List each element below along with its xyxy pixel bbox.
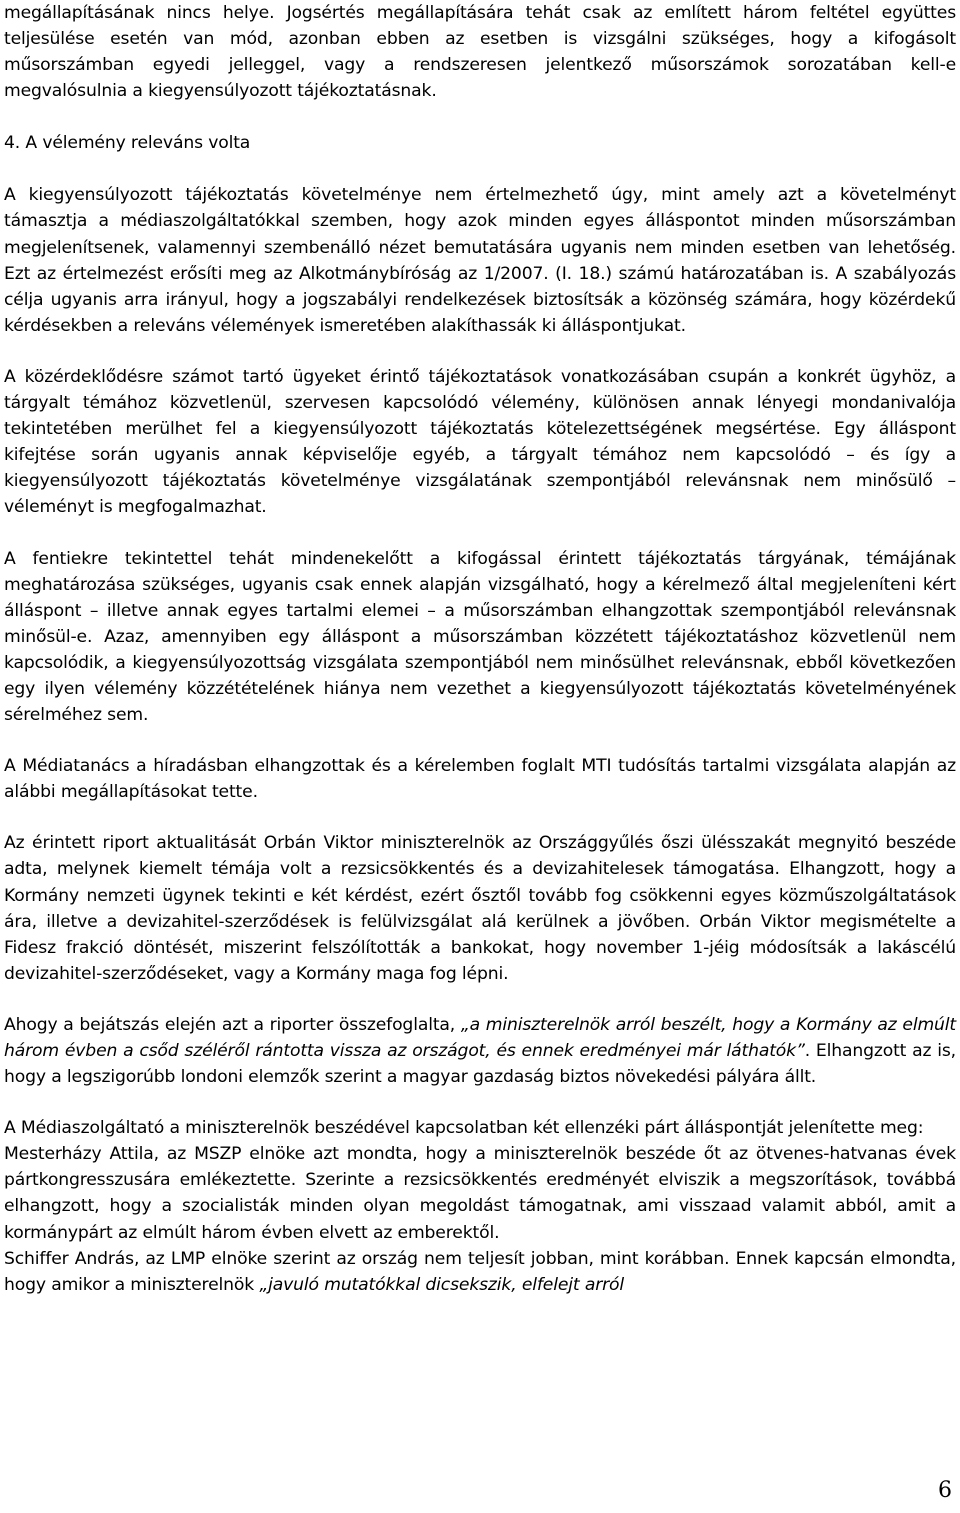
section-heading: 4. A vélemény releváns volta — [4, 133, 251, 154]
reporter-summary-lead: Ahogy a bejátszás elején azt a riporter összefoglalta, — [4, 1014, 461, 1035]
paragraph-requirement: A kiegyensúlyozott tájékoztatás követelménye nem értelmezhető úgy, mint amely azt a követelményt támasztja a médiaszolgáltatókkal szemben, hogy azok minden egyes álláspontot minden műsorszámban megjelenítsenek, valamennyi szembenálló nézet bemutatására ugyanis nem minden esetben van lehetőség. Ezt az értelmezést erősíti meg az Alkotmánybíróság az 1/2007. (I. 18.) számú határozatában is. A szabályozás célja ugyanis arra irányul, hogy a jogszabályi rendelkezések biztosítsák a közönség számára, hogy közérdekű kérdésekben a releváns vélemények ismeretében alakíthassák ki álláspontjukat. — [4, 185, 956, 336]
paragraph-subject-definition: A fentiekre tekintettel tehát mindenekelőtt a kifogással érintett tájékoztatás tárgyának, témájának meghatározása szükséges, ugyanis csak ennek alapján vizsgálható, hogy a kérelmező által megjeleníteni kért álláspont – illetve annak egyes tartalmi elemei – a műsorszámban elhangzottak szempontjából relevánsnak minősül-e. Azaz, amennyiben egy álláspont a műsorszámban közzétett tájékoztatáshoz közvetlenül nem kapcsolódik, a kiegyensúlyozottság vizsgálata szempontjából nem minősülhet relevánsnak, ebből következően egy ilyen vélemény közzétételének hiánya nem vezethet a kiegyensúlyozott tájékoztatás követelményének sérelméhez sem. — [4, 548, 956, 726]
schiffer-lead: Schiffer András, az LMP elnöke szerint az ország nem teljesít jobban, mint korábban. Ennek kapcsán elmondta, hogy amikor a miniszterelnök — [4, 1248, 956, 1295]
paragraph-opposition-intro: A Médiaszolgáltató a miniszterelnök beszédével kapcsolatban két ellenzéki párt álláspontját jelenítette meg: — [4, 1118, 924, 1139]
reporter-quote: „a miniszterelnök arról beszélt, hogy a Kormány az elmúlt három évben a csőd széléről rántotta vissza az országot, és ennek eredményei már láthatók” — [4, 1014, 956, 1061]
page-number: 6 — [938, 1478, 952, 1503]
reporter-summary-tail: . Elhangzott az is, hogy a legszigorúbb londoni elemzők szerint a magyar gazdaság biztos növekedési pályára állt. — [4, 1041, 956, 1088]
paragraph-report-context: Az érintett riport aktualitását Orbán Viktor miniszterelnök az Országgyűlés őszi ülésszakát megnyitó beszéde adta, melynek kiemelt témája volt a rezsicsökkentés és a devizahitelesek támogatása. Elhangzott, hogy a Kormány nemzeti ügynek tekinti e két kérdést, ezért ősztől tovább fog csökkenni egyes közműszolgáltatások ára, illetve a devizahitel-szerződések is felülvizsgálat alá kerülnek a jövőben. Orbán Viktor megismételte a Fidesz frakció döntését, miszerint felszólították a bankokat, hogy november 1-jéig módosítsák a lakáscélú devizahitel-szerződéseket, vagy a Kormány maga fog lépni. — [4, 833, 956, 984]
paragraph-reporter-summary — [4, 1012, 956, 1090]
paragraph-media-council: A Médiatanács a híradásban elhangzottak és a kérelemben foglalt MTI tudósítás tartalmi vizsgálata alapján az alábbi megállapításokat tette. — [4, 756, 956, 803]
paragraph-intro: megállapításának nincs helye. Jogsértés megállapítására tehát csak az említett három feltétel együttes teljesülése esetén van mód, azonban ebben az esetben is vizsgálni szükséges, hogy a kifogásolt műsorszámban egyedi jelleggel, vagy a rendszeresen jelentkező műsorszámok sorozatában kell-e megvalósulnia a kiegyensúlyozott tájékoztatásnak. — [4, 3, 956, 102]
document-page — [4, 0, 956, 1298]
schiffer-quote: „javuló mutatókkal dicsekszik, elfelejt arról — [259, 1274, 625, 1295]
paragraph-mesterhazy: Mesterházy Attila, az MSZP elnöke azt mondta, hogy a miniszterelnök beszéde őt az ötvenes-hatvanas évek pártkongresszusára emlékeztette. Szerinte a rezsicsökkentés eredményét elviszik a megszorítások, továbbá elhangzott, hogy a szocialisták minden olyan megoldást támogatnak, ami visszaad valamit abból, amit a kormánypárt az elmúlt három évben elvett az emberektől. — [4, 1144, 956, 1243]
paragraph-schiffer — [4, 1246, 956, 1298]
paragraph-public-interest: A közérdeklődésre számot tartó ügyeket érintő tájékoztatások vonatkozásában csupán a konkrét ügyhöz, a tárgyalt témához közvetlenül, szervesen kapcsolódó vélemény, különösen annak lényegi mondanivalója tekintetében merülhet fel a kiegyensúlyozott tájékoztatás kötelezettségének megsértése. Egy álláspont kifejtése során ugyanis annak képviselője egyéb, a tárgyalt témához nem kapcsolódó – és így a kiegyensúlyozott tájékoztatás követelménye vizsgálatának szempontjából relevánsnak nem minősülő – véleményt is megfogalmazhat. — [4, 366, 956, 518]
